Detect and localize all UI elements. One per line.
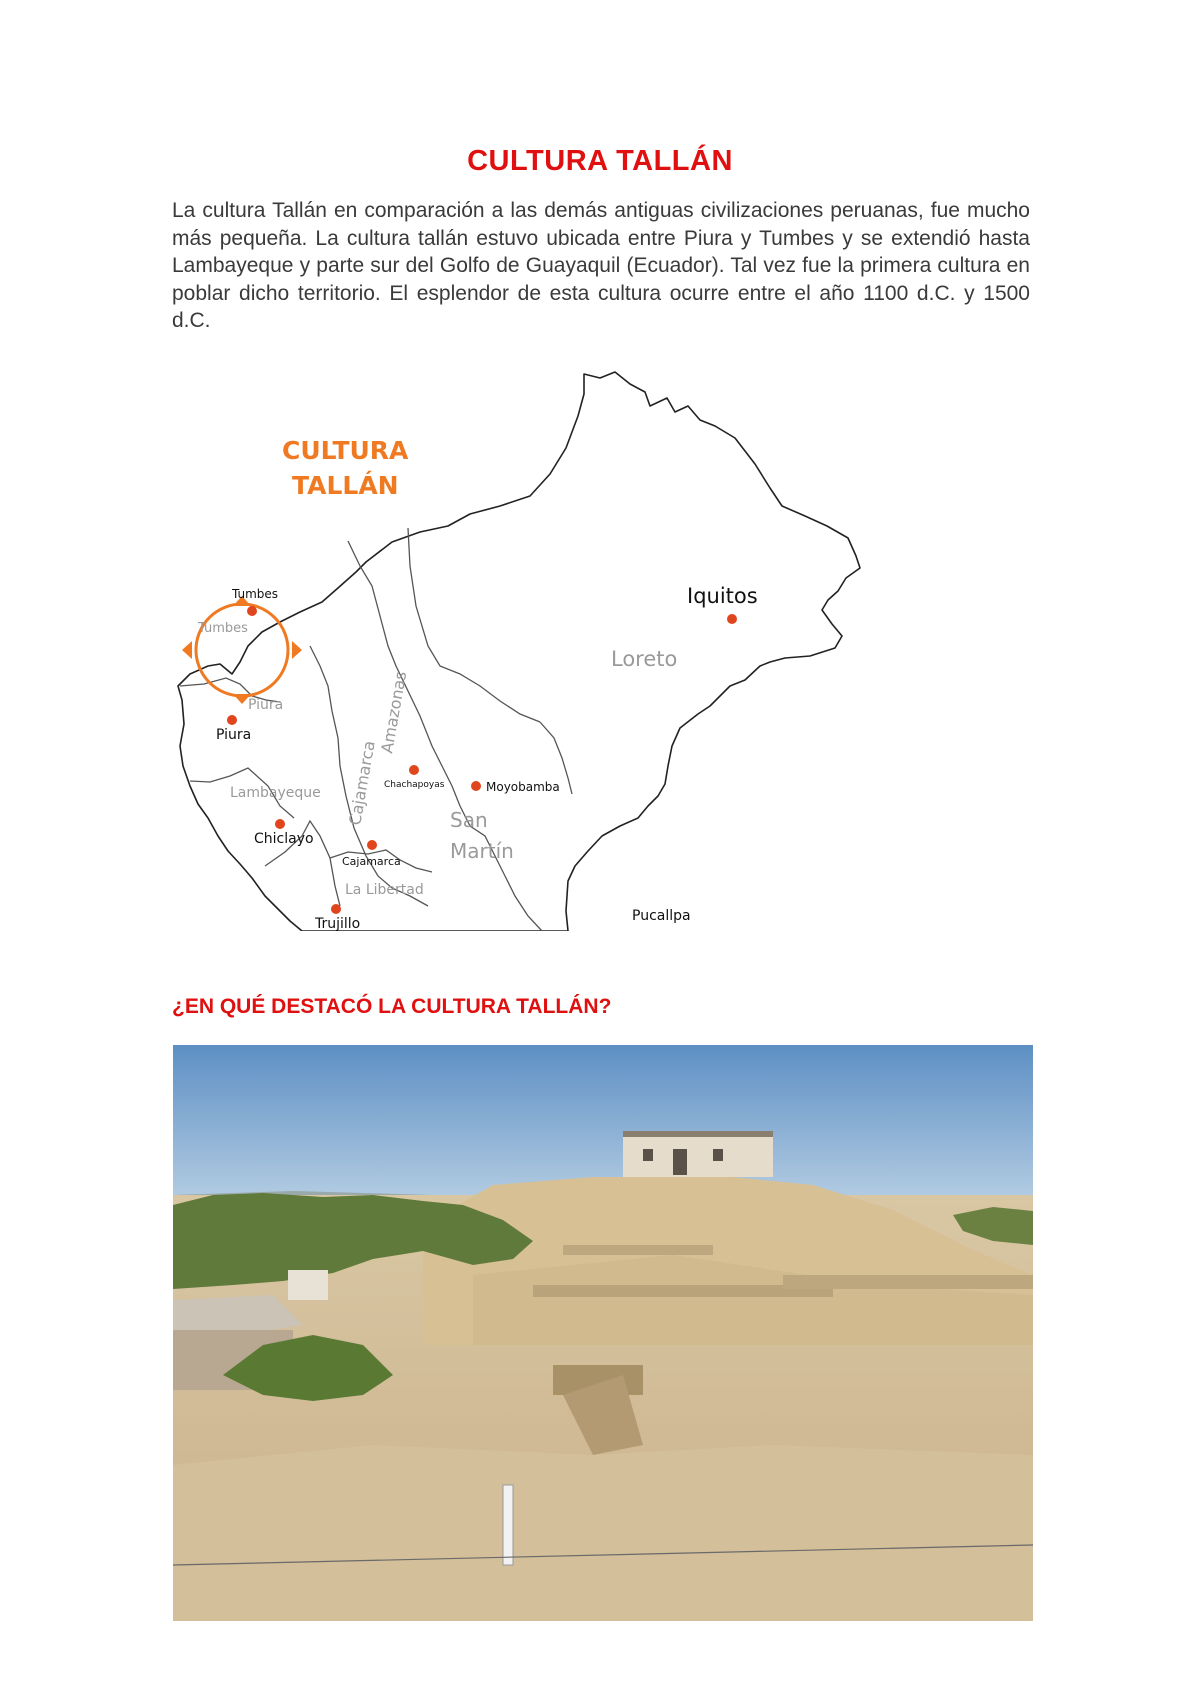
huaca-photo bbox=[173, 1045, 1033, 1621]
map-figure bbox=[170, 366, 950, 931]
map-heading-line2: TALLÁN bbox=[292, 471, 399, 500]
region-label-amazonas: Amazonas bbox=[377, 669, 411, 755]
city-dot-piura bbox=[227, 715, 237, 725]
region-label-san-martin-2: Martín bbox=[450, 839, 514, 863]
city-label-iquitos: Iquitos bbox=[687, 584, 758, 608]
region-label-la-libertad: La Libertad bbox=[345, 882, 424, 898]
arrow-left-icon bbox=[182, 641, 192, 659]
city-label-chachapoyas: Chachapoyas bbox=[384, 780, 445, 790]
region-label-cajamarca: Cajamarca bbox=[345, 739, 379, 827]
city-dot-tumbes bbox=[247, 606, 257, 616]
section-heading: ¿EN QUÉ DESTACÓ LA CULTURA TALLÁN? bbox=[172, 995, 612, 1018]
region-label-piura: Piura bbox=[248, 697, 284, 713]
photo-foreground bbox=[173, 1445, 1033, 1621]
city-label-moyobamba: Moyobamba bbox=[486, 780, 560, 794]
region-label-loreto: Loreto bbox=[611, 647, 678, 671]
photo-svg bbox=[173, 1045, 1033, 1621]
city-label-trujillo: Trujillo bbox=[315, 916, 361, 931]
city-label-chiclayo: Chiclayo bbox=[254, 831, 314, 847]
city-label-piura: Piura bbox=[216, 727, 252, 743]
city-label-pucallpa: Pucallpa bbox=[632, 908, 691, 924]
city-dot-chiclayo bbox=[275, 819, 285, 829]
city-label-tumbes: Tumbes bbox=[232, 587, 279, 601]
page-title: CULTURA TALLÁN bbox=[467, 145, 733, 177]
city-dot-trujillo bbox=[331, 904, 341, 914]
city-dot-cajamarca bbox=[367, 840, 377, 850]
city-label-cajamarca: Cajamarca bbox=[342, 855, 401, 868]
intro-paragraph: La cultura Tallán en comparación a las demás antiguas civilizaciones peruanas, fue mucho más pequeña. La cultura tallán estuvo ubicada entre Piura y Tumbes y se extendió hasta Lambayeque y parte sur del Golfo de Guayaquil (Ecuador). Tal vez fue la primera cultura en poblar dicho territorio. El esplendor de esta cultura ocurre entre el año 1100 d.C. y 1500 d.C. bbox=[172, 199, 1030, 332]
map-heading-line1: CULTURA bbox=[282, 436, 409, 465]
city-dot-iquitos bbox=[727, 614, 737, 624]
map-svg bbox=[170, 366, 950, 931]
photo-house bbox=[623, 1131, 773, 1177]
city-dot-chachapoyas bbox=[409, 765, 419, 775]
map-outline bbox=[178, 372, 860, 931]
region-label-san-martin-1: San bbox=[450, 808, 488, 832]
city-dot-moyobamba bbox=[471, 781, 481, 791]
region-label-lambayeque: Lambayeque bbox=[230, 785, 321, 801]
region-label-tumbes: Tumbes bbox=[198, 621, 248, 636]
